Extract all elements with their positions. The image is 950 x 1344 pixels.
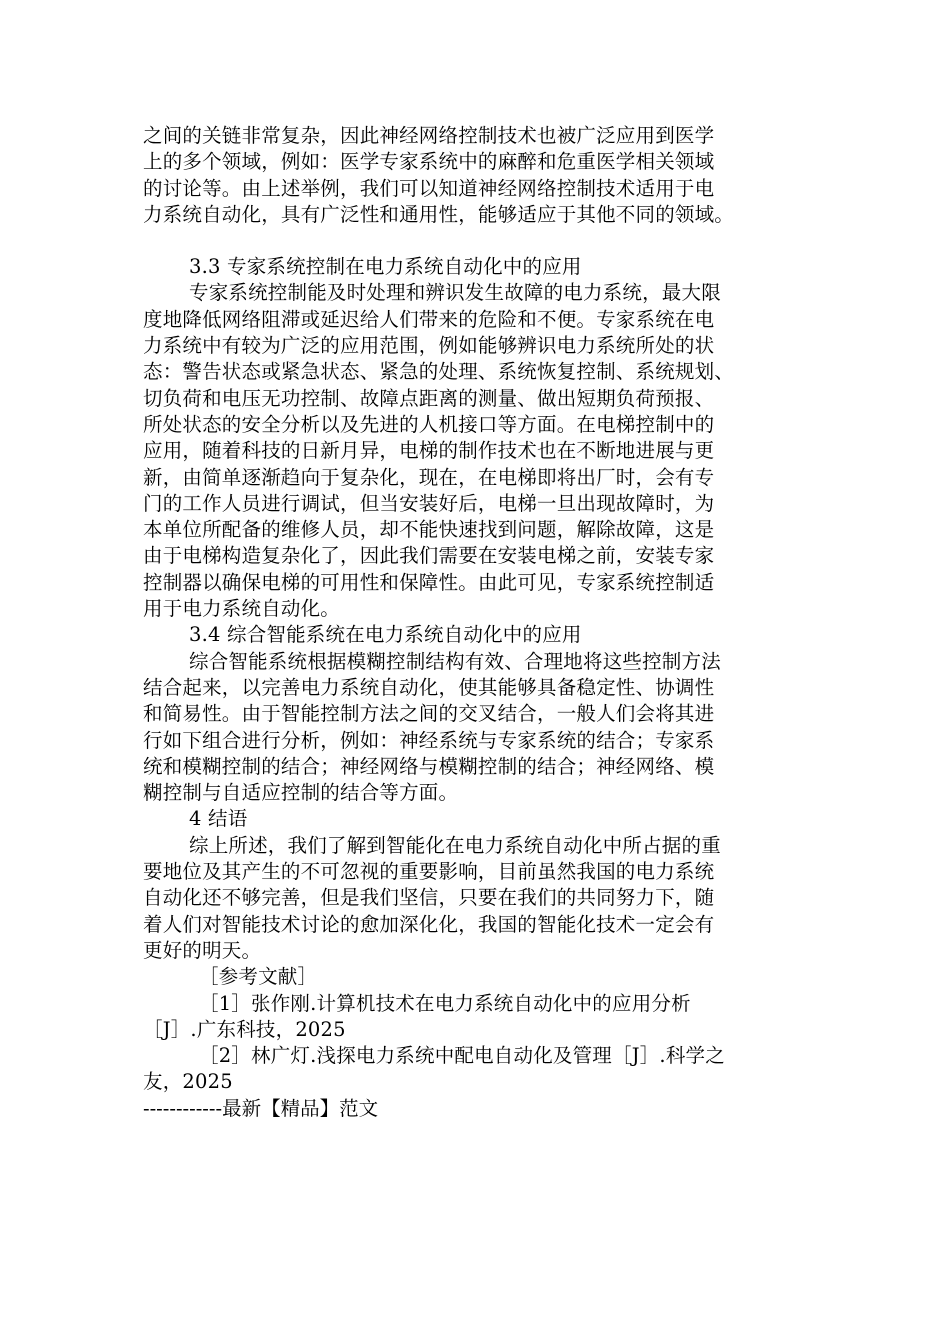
paragraph-line: 应用，随着科技的日新月异，电梯的制作技术也在不断地进展与更 xyxy=(143,439,715,463)
section-heading-3-3: 3.3 专家系统控制在电力系统自动化中的应用 xyxy=(189,255,582,279)
paragraph-line: 综合智能系统根据模糊控制结构有效、合理地将这些控制方法 xyxy=(189,649,721,673)
reference-2-continued: 友，2025 xyxy=(143,1070,233,1094)
reference-1-continued: ［J］.广东科技，2025 xyxy=(143,1017,346,1041)
paragraph-line: 度地降低网络阻滞或延迟给人们带来的危险和不便。专家系统在电 xyxy=(143,307,715,331)
paragraph-gap xyxy=(143,228,811,254)
paragraph-line: 结合起来，以完善电力系统自动化，使其能够具备稳定性、协调性 xyxy=(143,675,715,699)
paragraph-line: 专家系统控制能及时处理和辨识发生故障的电力系统，最大限 xyxy=(189,281,721,305)
paragraph-line: 门的工作人员进行调试，但当安装好后，电梯一旦出现故障时，为 xyxy=(143,491,715,515)
page-footer: ------------最新【精品】范文 xyxy=(143,1097,379,1120)
paragraph-line: 新，由简单逐渐趋向于复杂化，现在，在电梯即将出厂时，会有专 xyxy=(143,465,715,489)
paragraph-line: 综上所述，我们了解到智能化在电力系统自动化中所占据的重 xyxy=(189,833,721,857)
paragraph-line: 要地位及其产生的不可忽视的重要影响，目前虽然我国的电力系统 xyxy=(143,860,715,884)
paragraph-line: 力系统自动化，具有广泛性和通用性，能够适应于其他不同的领域。 xyxy=(143,202,735,226)
paragraph-line: 的讨论等。由上述举例，我们可以知道神经网络控制技术适用于电 xyxy=(143,176,715,200)
section-heading-4: 4 结语 xyxy=(189,807,248,831)
paragraph-line: 着人们对智能技术讨论的愈加深化化，我国的智能化技术一定会有 xyxy=(143,912,715,936)
paragraph-line: 所处状态的安全分析以及先进的人机接口等方面。在电梯控制中的 xyxy=(143,412,715,436)
reference-2: ［2］林广灯.浅探电力系统中配电自动化及管理［J］.科学之 xyxy=(199,1044,725,1068)
paragraph-line: 行如下组合进行分析，例如：神经系统与专家系统的结合；专家系 xyxy=(143,728,715,752)
paragraph-line: 由于电梯构造复杂化了，因此我们需要在安装电梯之前，安装专家 xyxy=(143,544,715,568)
paragraph-line: 控制器以确保电梯的可用性和保障性。由此可见，专家系统控制适 xyxy=(143,570,715,594)
paragraph-line: 本单位所配备的维修人员，却不能快速找到问题，解除故障，这是 xyxy=(143,518,715,542)
section-heading-3-4: 3.4 综合智能系统在电力系统自动化中的应用 xyxy=(189,623,582,647)
references-heading: ［参考文献］ xyxy=(199,965,318,989)
paragraph-line: 糊控制与自适应控制的结合等方面。 xyxy=(143,781,459,805)
paragraph-line: 用于电力系统自动化。 xyxy=(143,597,341,621)
paragraph-line: 态：警告状态或紧急状态、紧急的处理、系统恢复控制、系统规划、 xyxy=(143,360,735,384)
document-body xyxy=(143,123,811,1096)
paragraph-line: 统和模糊控制的结合；神经网络与模糊控制的结合；神经网络、模 xyxy=(143,754,715,778)
paragraph-line: 上的多个领域，例如：医学专家系统中的麻醉和危重医学相关领域 xyxy=(143,150,715,174)
paragraph-line: 力系统中有较为广泛的应用范围，例如能够辨识电力系统所处的状 xyxy=(143,334,715,358)
paragraph-line: 和简易性。由于智能控制方法之间的交叉结合，一般人们会将其进 xyxy=(143,702,715,726)
paragraph-line: 之间的关链非常复杂，因此神经网络控制技术也被广泛应用到医学 xyxy=(143,124,715,147)
reference-1: ［1］张作刚.计算机技术在电力系统自动化中的应用分析 xyxy=(199,991,691,1015)
paragraph-line: 更好的明天。 xyxy=(143,938,262,962)
paragraph-line: 切负荷和电压无功控制、故障点距离的测量、做出短期负荷预报、 xyxy=(143,386,715,410)
paragraph-line: 自动化还不够完善，但是我们坚信，只要在我们的共同努力下，随 xyxy=(143,886,715,910)
